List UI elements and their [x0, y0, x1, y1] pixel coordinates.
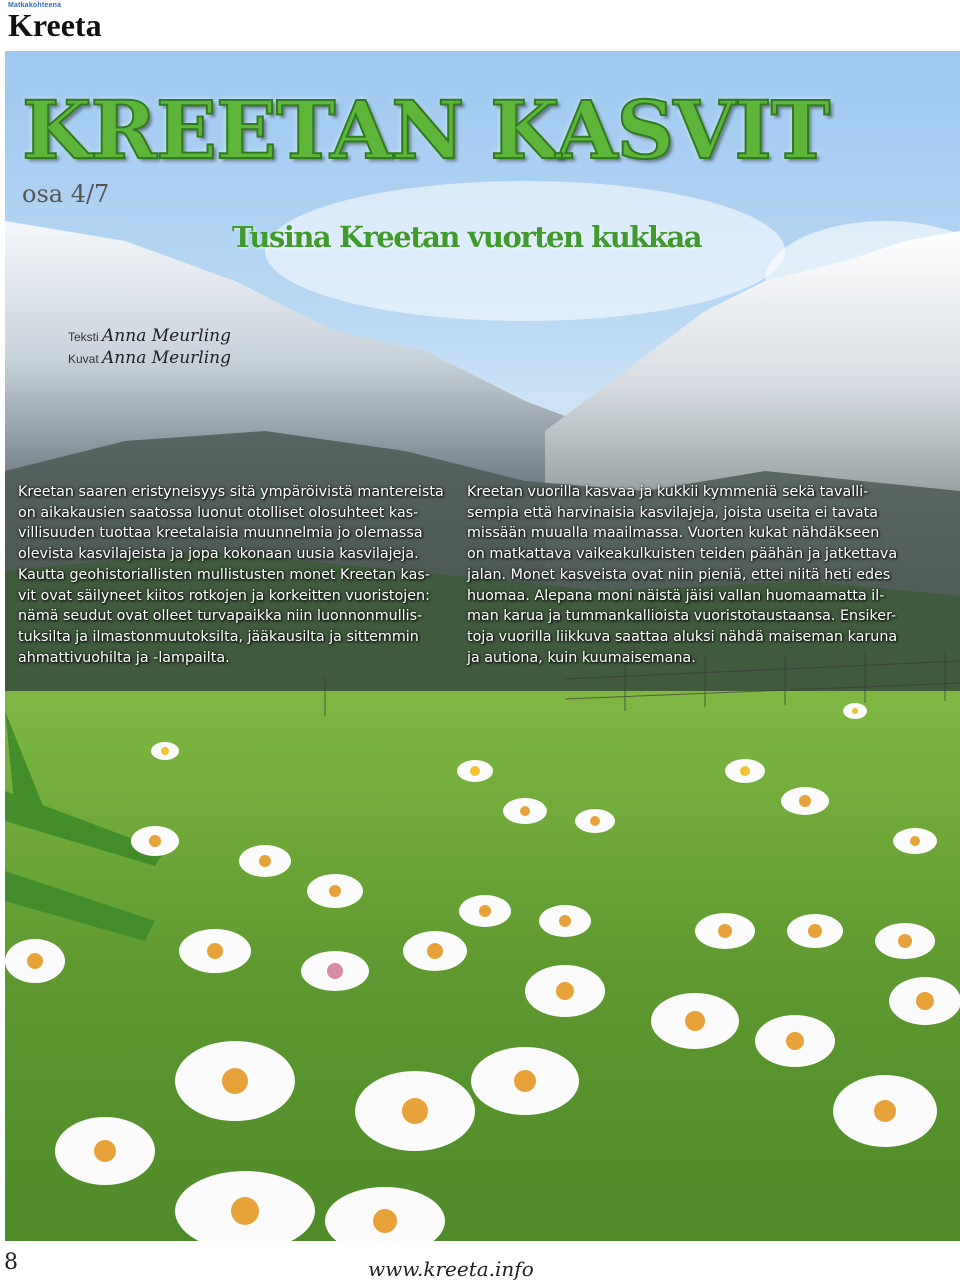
magazine-title: Kreeta: [8, 7, 102, 43]
body-column-right: Kreetan vuorilla kasvaa ja kukkii kymmeniä sekä tavalli- sempia että harvinaisia kasvilajeja, joista useita ei tavata missään muualla maailmassa. Vuorten kukat nähdäkseen on matkattava vaikeakulkuisten teiden päähän ja jatkettava jalan. Monet kasveista ovat niin pieniä, ettei niitä heti edes huomaa. Alepana moni näistä jäisi vallan huomaamatta il- man karua ja tummankallioista vuoristotaustaansa. Ensiker- toja vuorilla liikkuva saattaa aluksi nähdä maiseman karuna ja autiona, kuin kuumaisemana.: [467, 484, 898, 666]
website-url: www.kreeta.info: [368, 1257, 534, 1281]
page-number: 8: [4, 1250, 18, 1275]
text-credit-label: Teksti: [68, 330, 99, 344]
magazine-logo: [8, 2, 102, 43]
credits: [68, 326, 231, 370]
photo-credit: [68, 348, 231, 370]
article-title: KREETAN KASVIT: [22, 83, 830, 177]
photo-credit-author: Anna Meurling: [102, 348, 231, 368]
magazine-tagline: Matkakohteena: [8, 2, 62, 9]
landscape-photo: [5, 51, 960, 1241]
text-credit: [68, 326, 231, 348]
body-column-left: Kreetan saaren eristyneisyys sitä ympäröivistä mantereista on aikakausien saatossa luonut otolliset olosuhteet kas- villisuuden tuottaa kreetalaisia muunnelmia jo olemassa olevista kasvilajeista ja jopa kokonaan uusia kasvilajeja. Kautta geohistoriallisten mullistusten monet Kreetan kas- vit ovat säilyneet kiitos rotkojen ja korkeitten vuoristojen: nämä seudut ovat olleet turvapaikka niin luonnonmullis- tuksilta ja ilmastonmuutoksilta, jääkausilta ja sittemmin ahmattivuohilta ja -lampailta.: [18, 484, 444, 666]
article-subtitle: Tusina Kreetan vuorten kukkaa: [232, 220, 702, 254]
series-part: osa 4/7: [22, 180, 110, 208]
text-credit-author: Anna Meurling: [102, 326, 231, 346]
photo-credit-label: Kuvat: [68, 352, 99, 366]
